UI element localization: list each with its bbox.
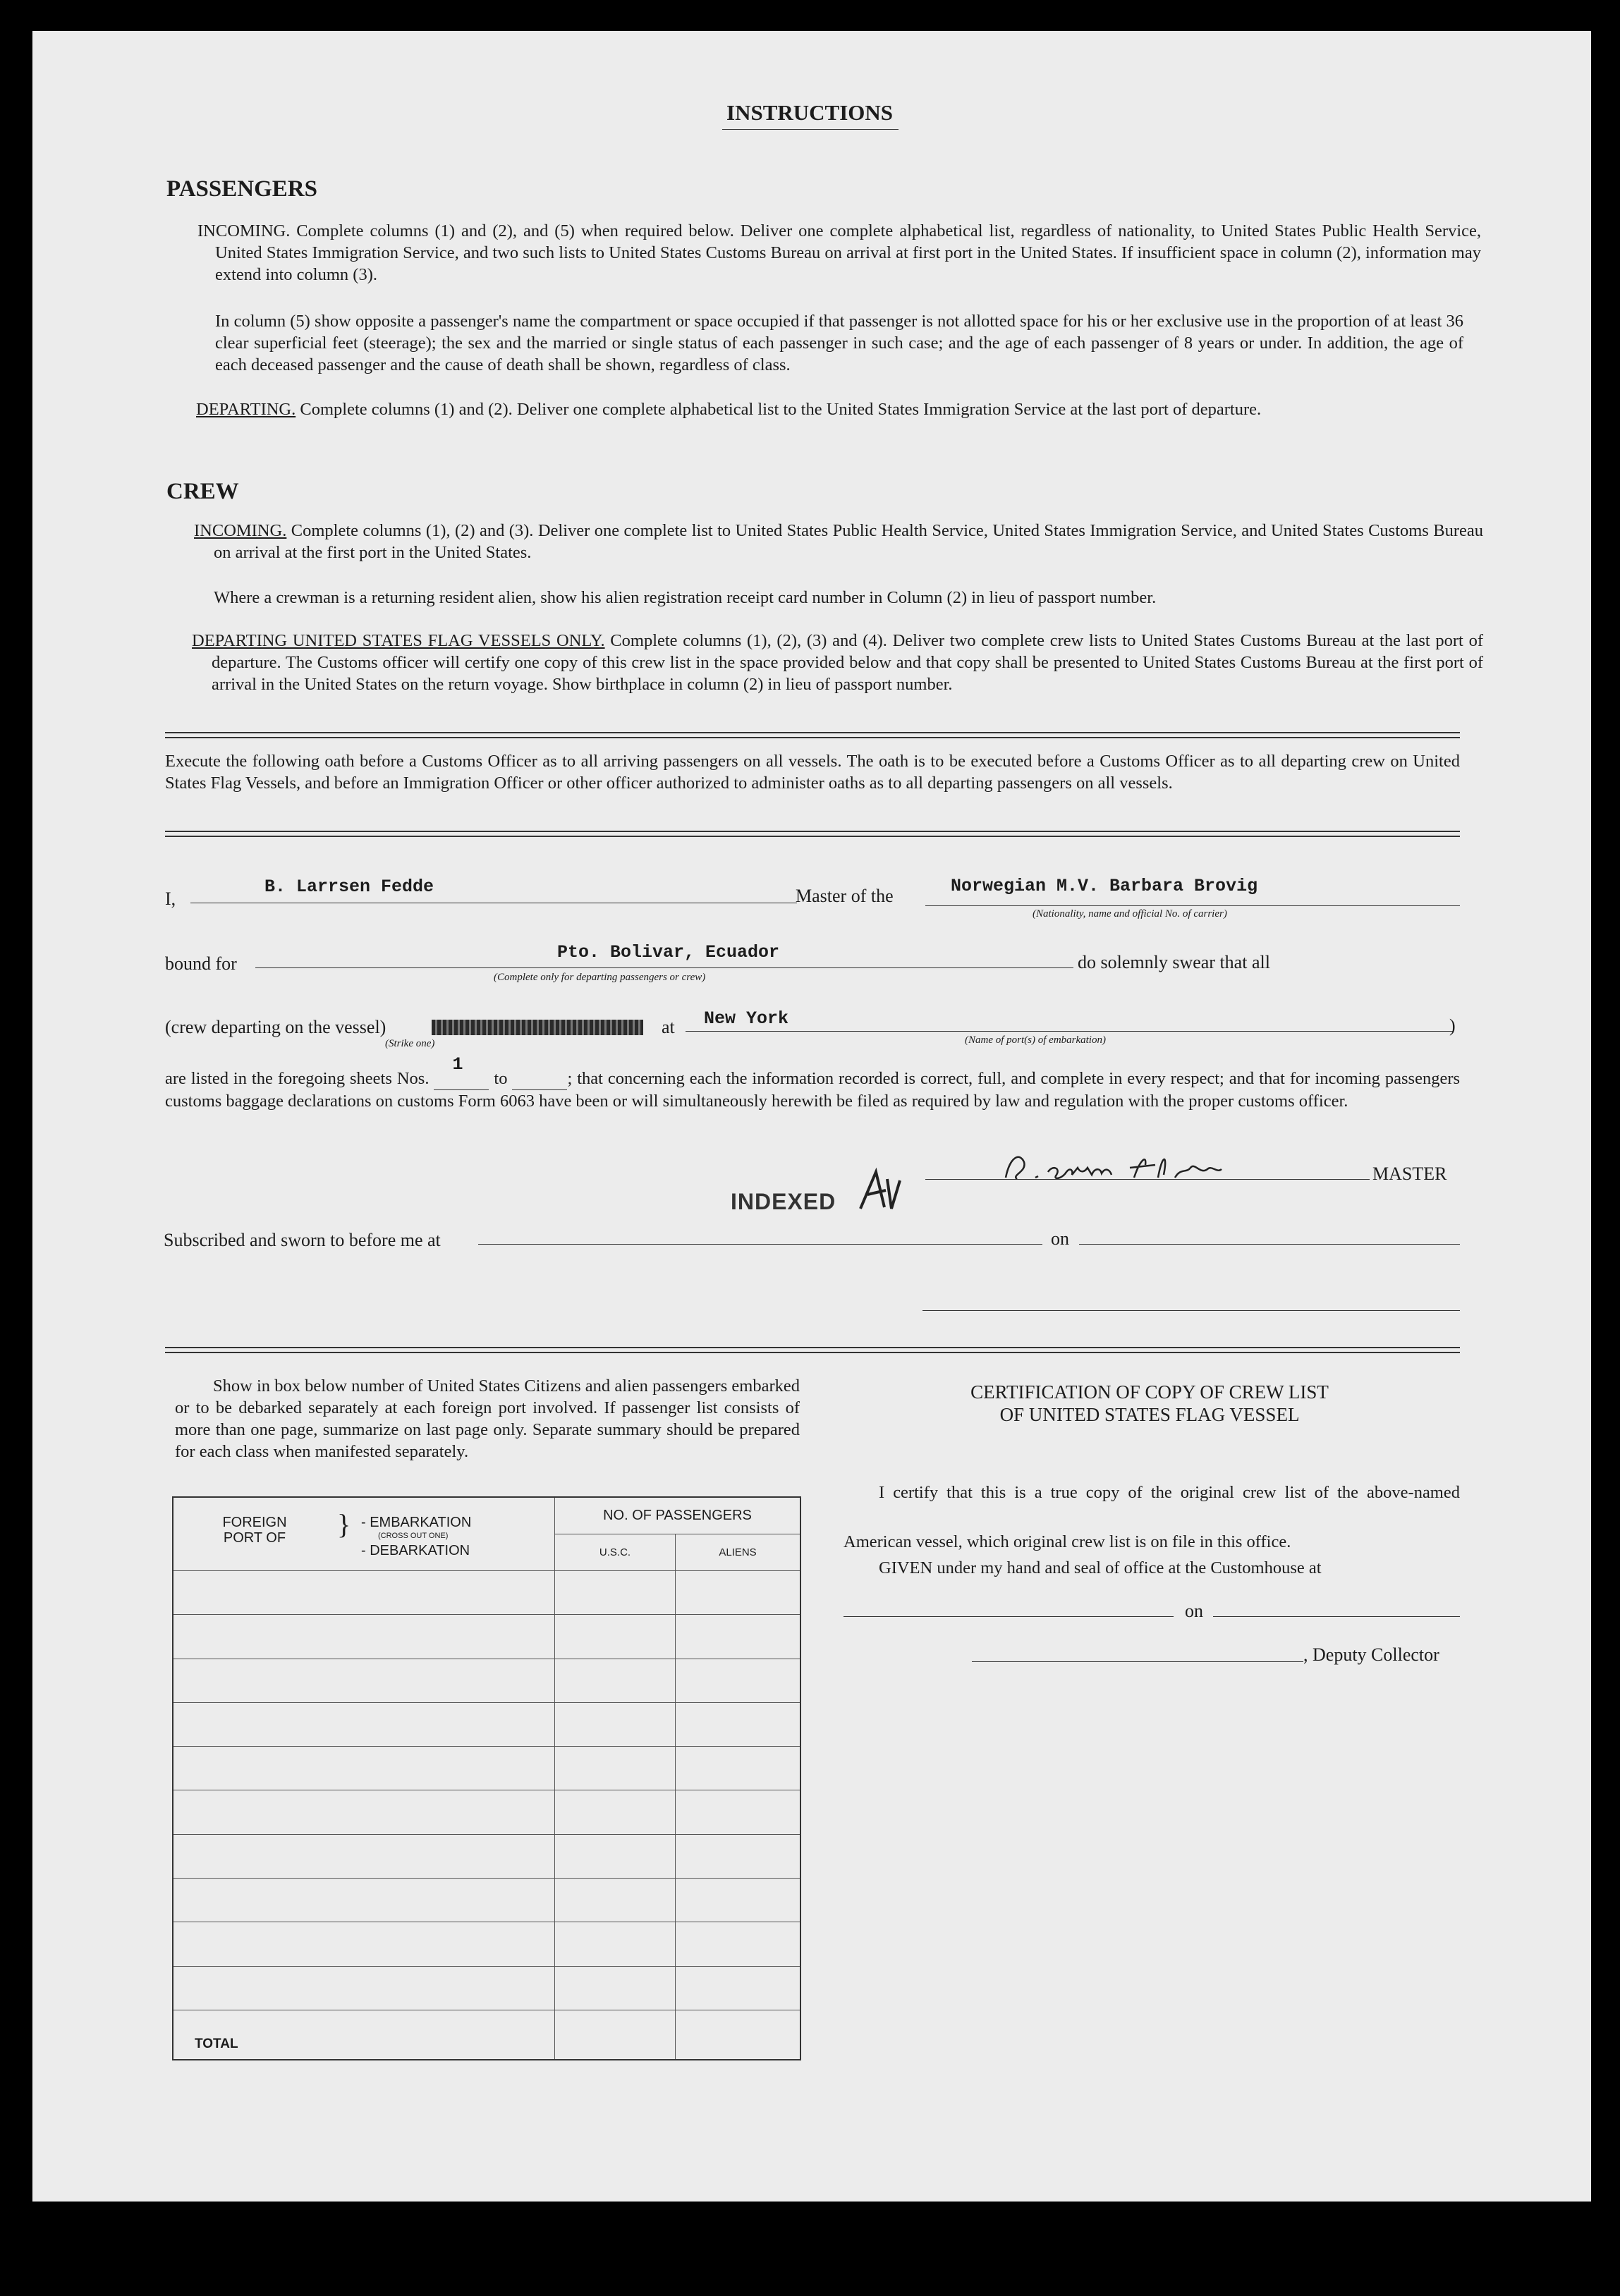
destination-line [255,967,1073,968]
indexed-stamp: INDEXED [731,1189,836,1214]
i-label: I, [165,889,176,909]
total-label: TOTAL [173,2010,555,2060]
aliens-cell[interactable] [676,1966,801,2010]
port-cell[interactable] [173,1747,555,1790]
passengers-incoming [197,220,1481,286]
aliens-cell[interactable] [676,1659,801,1702]
title-underline [722,129,899,130]
usc-cell[interactable] [555,1615,676,1659]
debarkation-label: - DEBARKATION [361,1542,470,1558]
port-line [686,1031,1453,1032]
baggage-text: that for incoming passengers customs baggage declarations on customs Form 6063 have been or will simultaneously herewith be filed as required by law and regulation with the proper customs officer. [165,1069,1461,1111]
aliens-total-cell[interactable] [676,2010,801,2060]
aliens-cell[interactable] [676,1790,801,1834]
aliens-cell[interactable] [676,1571,801,1615]
master-label: MASTER [1372,1164,1447,1184]
port-cell[interactable] [173,1879,555,1922]
aliens-cell[interactable] [676,1922,801,1966]
section-divider [165,732,1460,738]
table-row [173,1571,800,1615]
usc-cell[interactable] [555,1659,676,1702]
usc-header-cell: U.S.C. [555,1534,676,1570]
passenger-summary-table [172,1496,801,2060]
certification-on-label: on [1185,1601,1203,1621]
usc-cell[interactable] [555,1790,676,1834]
port-cell[interactable] [173,1615,555,1659]
at-label: at [662,1017,675,1037]
port-cell[interactable] [173,1790,555,1834]
vessel-caption: (Nationality, name and official No. of carrier) [1033,908,1227,920]
master-of-label: Master of the [796,886,894,906]
crew-incoming-label: INCOMING. [194,521,287,540]
swear-label: do solemnly swear that all [1078,952,1270,972]
aliens-cell[interactable] [676,1834,801,1878]
certification-title-line1: CERTIFICATION OF COPY OF CREW LIST [970,1381,1329,1403]
port-cell[interactable] [173,1966,555,2010]
crew-resident-text: Where a crewman is a returning resident alien, show his alien registration receipt card number in Column (2) in lieu of passport number. [214,588,1157,607]
usc-total-cell[interactable] [555,2010,676,2060]
to-label: to [494,1069,508,1088]
certification-date-line [1213,1616,1460,1617]
usc-cell[interactable] [555,1879,676,1922]
aliens-cell[interactable] [676,1615,801,1659]
table-row [173,1879,800,1922]
destination-caption: (Complete only for departing passengers or crew) [494,972,706,983]
table-row [173,1747,800,1790]
certification-title-line2: OF UNITED STATES FLAG VESSEL [999,1404,1300,1425]
passengers-departing [196,398,1482,420]
close-paren: ) [1449,1015,1456,1036]
table-row [173,1790,800,1834]
cross-out-note: (CROSS OUT ONE) [378,1531,449,1540]
sheet-from-value: 1 [452,1054,463,1075]
brace-icon: } [337,1508,351,1540]
port-caption: (Name of port(s) of embarkation) [965,1034,1106,1046]
subscribed-place-line [478,1244,1042,1245]
sheet-to-field [512,1068,567,1090]
officer-signature-line [922,1310,1460,1311]
master-signature [996,1147,1264,1186]
certify-text: I certify that this is a true copy of the original crew list of the above-named American vessel, which original crew list is on file in this office. [844,1483,1460,1551]
subscribed-on-label: on [1051,1228,1069,1249]
initials-mark [855,1166,904,1216]
port-header-label: FOREIGN PORT OF [222,1514,287,1546]
crew-incoming [194,520,1483,563]
section-divider [165,1347,1460,1353]
usc-cell[interactable] [555,1834,676,1878]
bound-for-label: bound for [165,953,237,974]
vessel-value: Norwegian M.V. Barbara Brovig [951,876,1258,896]
crew-departing [192,630,1483,695]
port-header-cell [173,1497,555,1571]
total-row [173,2010,800,2060]
passengers-column5-text: In column (5) show opposite a passenger's name the compartment or space occupied if that passenger is not allotted space for his or her exclusive use in the proportion of at least 36 clear superficial feet (steerage); the sex and the married or single status of each passenger in such case; and the age of each passenger of 8 years or under. In addition, the age of each deceased passenger and the cause of death shall be shown, regardless of class. [215,312,1463,374]
port-cell[interactable] [173,1922,555,1966]
subscribed-label: Subscribed and sworn to before me at [164,1230,441,1250]
embarkation-label: - EMBARKATION [361,1514,472,1530]
strikeout-mark [432,1020,643,1035]
passengers-incoming-label: INCOMING. [197,221,291,240]
port-cell[interactable] [173,1834,555,1878]
customhouse-line [844,1616,1174,1617]
table-row [173,1922,800,1966]
strike-caption: (Strike one) [385,1038,435,1049]
port-cell[interactable] [173,1702,555,1746]
passengers-header-cell: NO. OF PASSENGERS [555,1497,801,1534]
usc-cell[interactable] [555,1966,676,2010]
port-cell[interactable] [173,1571,555,1615]
table-row [173,1834,800,1878]
table-row [173,1966,800,2010]
given-text: GIVEN under my hand and seal of office at the Customhouse at [879,1558,1322,1577]
certification-title [846,1381,1453,1426]
crew-heading: CREW [166,479,239,504]
passengers-heading: PASSENGERS [166,176,317,202]
usc-cell[interactable] [555,1702,676,1746]
subscribed-date-line [1079,1244,1460,1245]
crew-departing-text: Complete columns (1), (2), (3) and (4). Deliver two complete crew lists to United States Customs Bureau at the last port of departure. The Customs officer will certify one copy of this crew list in the space provided below and that copy shall be presented to United States Customs Bureau at the first port of arrival in the United States on the return voyage. Show birthplace in column (2) in lieu of passport number. [212,631,1483,694]
crew-departing-label: (crew departing on the vessel) [165,1017,386,1037]
port-value: New York [704,1008,789,1029]
section-divider [165,831,1460,837]
table-row [173,1702,800,1746]
aliens-cell[interactable] [676,1702,801,1746]
master-name-value: B. Larrsen Fedde [264,877,434,897]
sheet-from-field [434,1054,489,1090]
instructions-title: INSTRUCTIONS [726,100,894,125]
table-row [173,1615,800,1659]
passengers-departing-label: DEPARTING. [196,400,296,419]
oath-intro-text: Execute the following oath before a Customs Officer as to all arriving passengers on all vessels. The oath is to be executed before a Customs Officer as to all departing crew on United States Flag Vessels, and before an Immigration Officer or other officer authorized to administer oaths as to all departing passengers on all vessels. [165,752,1460,793]
passengers-departing-text: Complete columns (1) and (2). Deliver one complete alphabetical list to the United States Immigration Service at the last port of departure. [300,400,1262,419]
port-cell[interactable] [173,1659,555,1702]
crew-departing-label: DEPARTING UNITED STATES FLAG VESSELS ONLY. [192,631,605,650]
crew-incoming-text: Complete columns (1), (2) and (3). Deliver one complete list to United States Public Health Service, United States Immigration Service, and United States Customs Bureau on arrival at the first port in the United States. [214,521,1483,562]
vessel-line [925,905,1460,906]
deputy-collector-label: , Deputy Collector [1303,1644,1439,1665]
aliens-cell[interactable] [676,1747,801,1790]
summary-instruction-text: Show in box below number of United States Citizens and alien passengers embarked or to be debarked separately at each foreign port involved. If passenger list consists of more than one page, summarize on last page only. Separate summary should be prepared for each class when manifested separately. [175,1376,800,1461]
listed-text: ; that concerning each the information recorded is correct, full, and complete in every respect; and [567,1069,1255,1088]
table-row [173,1659,800,1702]
listed-paragraph [165,1054,1461,1112]
passengers-incoming-text: Complete columns (1) and (2), and (5) when required below. Deliver one complete alphabetical list, regardless of nationality, to United States Public Health Service, United States Immigration Service, and two such lists to United States Customs Bureau on arrival at first port in the United States. If insufficient space in column (2), information may extend into column (3). [215,221,1482,284]
aliens-cell[interactable] [676,1879,801,1922]
usc-cell[interactable] [555,1571,676,1615]
listed-label: are listed in the foregoing sheets Nos. [165,1069,430,1088]
aliens-header-cell: ALIENS [676,1534,801,1570]
usc-cell[interactable] [555,1922,676,1966]
destination-value: Pto. Bolivar, Ecuador [557,942,780,963]
deputy-signature-line [972,1661,1303,1662]
usc-cell[interactable] [555,1747,676,1790]
